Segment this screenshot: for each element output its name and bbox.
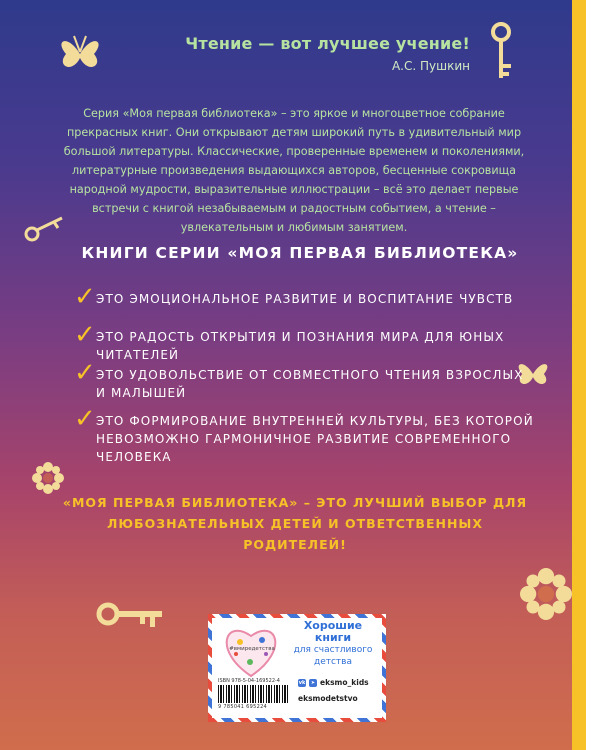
benefit-item	[74, 320, 536, 364]
benefit-text: ЭТО ФОРМИРОВАНИЕ ВНУТРЕННЕЙ КУЛЬТУРЫ, БЕЗ КОТОРОЙ НЕВОЗМОЖНО ГАРМОНИЧНОЕ РАЗВИТИЕ СОВРЕМЕННОГО ЧЕЛОВЕКА	[96, 414, 534, 464]
key-icon	[486, 22, 516, 82]
slogan-line: для счастливого	[293, 645, 373, 655]
barcode	[218, 685, 288, 703]
social-handle-text: eksmodetstvo	[298, 694, 358, 703]
sticker-slogan	[288, 620, 378, 668]
epigraph-quote: Чтение — вот лучшее учение!	[185, 34, 470, 53]
barcode-number: 9 785041 695224	[218, 704, 268, 710]
slogan-line: детства	[313, 657, 352, 667]
benefit-item	[74, 282, 536, 312]
slogan-line: книги	[314, 631, 352, 644]
series-description: Серия «Моя первая библиотека» – это яркое и многоцветное собрание прекрасных книг. Они открывают детям широкий путь в удивительный мир большой литературы. Классические, проверенные временем и поколениями, литературные произведения выдающихся авторов, бесценные сокровища народной мудрости, выразительные иллюстрации – всё это делает первые встречи с книгой незабываемым и радостным событием, а чтение – увлекательным и любимым занятием.	[63, 107, 525, 234]
epigraph-author: А.С. Пушкин	[391, 59, 470, 73]
flower-icon	[32, 462, 64, 494]
epigraph	[150, 34, 470, 73]
heart-hashtag: #вмиредетства	[229, 646, 275, 652]
benefit-item	[74, 404, 536, 466]
vk-icon: vk	[298, 679, 306, 686]
checkmark-icon: ✓	[74, 320, 97, 350]
checkmark-icon: ✓	[74, 404, 97, 434]
flower-icon	[520, 568, 572, 620]
key-icon	[96, 596, 166, 632]
benefit-item	[74, 358, 536, 402]
isbn-text: ISBN 978-5-04-169522-4	[218, 678, 280, 684]
social-handle	[298, 678, 369, 687]
benefit-text: ЭТО УДОВОЛЬСТВИЕ ОТ СОВМЕСТНОГО ЧТЕНИЯ ВЗРОСЛЫХ И МАЛЫШЕЙ	[96, 368, 524, 400]
yellow-spine	[572, 0, 586, 750]
checkmark-icon: ✓	[74, 358, 97, 388]
butterfly-icon	[58, 30, 102, 78]
benefit-text: ЭТО ЭМОЦИОНАЛЬНОЕ РАЗВИТИЕ И ВОСПИТАНИЕ ЧУВСТВ	[96, 292, 514, 306]
telegram-icon: ➤	[310, 679, 316, 686]
slogan-line: Хорошие	[303, 619, 363, 632]
social-handle	[298, 694, 358, 703]
publisher-sticker	[208, 614, 386, 722]
conclusion-text: «МОЯ ПЕРВАЯ БИБЛИОТЕКА» – ЭТО ЛУЧШИЙ ВЫБОР ДЛЯ ЛЮБОЗНАТЕЛЬНЫХ ДЕТЕЙ И ОТВЕТСТВЕННЫХ РОДИТЕЛЕЙ!	[62, 495, 528, 552]
checkmark-icon: ✓	[74, 282, 97, 312]
section-heading: КНИГИ СЕРИИ «МОЯ ПЕРВАЯ БИБЛИОТЕКА»	[81, 244, 519, 262]
social-handle-text: eksmo_kids	[320, 678, 369, 687]
benefit-text: ЭТО РАДОСТЬ ОТКРЫТИЯ И ПОЗНАНИЯ МИРА ДЛЯ ЮНЫХ ЧИТАТЕЛЕЙ	[96, 330, 505, 362]
